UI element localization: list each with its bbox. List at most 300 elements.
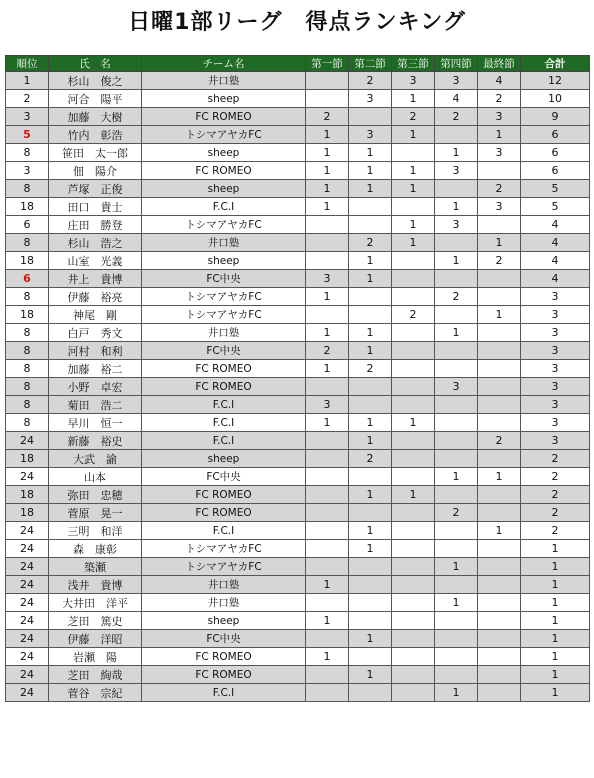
- table-row: [6, 306, 590, 324]
- round-4-cell: [435, 450, 478, 468]
- round-3-cell: [392, 378, 435, 396]
- table-row: [6, 396, 590, 414]
- name-cell: 岩瀬 陽: [49, 648, 142, 666]
- round-4-cell: 3: [435, 72, 478, 90]
- team-cell: F.C.I: [142, 414, 306, 432]
- round-4-cell: [435, 342, 478, 360]
- table-row: [6, 450, 590, 468]
- total-cell: 1: [521, 594, 590, 612]
- round-1-cell: [306, 306, 349, 324]
- team-cell: トシマアヤカFC: [142, 306, 306, 324]
- team-cell: F.C.I: [142, 396, 306, 414]
- final-round-cell: [478, 324, 521, 342]
- round-1-cell: 1: [306, 288, 349, 306]
- final-round-cell: [478, 540, 521, 558]
- round-2-cell: 1: [349, 270, 392, 288]
- round-4-cell: 1: [435, 144, 478, 162]
- table-row: [6, 234, 590, 252]
- rank-cell: 18: [6, 306, 49, 324]
- team-cell: トシマアヤカFC: [142, 216, 306, 234]
- round-2-cell: [349, 594, 392, 612]
- name-cell: 芝田 絢哉: [49, 666, 142, 684]
- round-2-cell: 1: [349, 432, 392, 450]
- name-cell: 田口 貴士: [49, 198, 142, 216]
- round-3-cell: [392, 198, 435, 216]
- round-4-cell: [435, 396, 478, 414]
- round-4-cell: 1: [435, 252, 478, 270]
- team-cell: FC中央: [142, 342, 306, 360]
- round-1-cell: 1: [306, 576, 349, 594]
- final-round-cell: [478, 576, 521, 594]
- team-cell: 井口塾: [142, 324, 306, 342]
- rank-cell: 8: [6, 144, 49, 162]
- header-round-4: 第四節: [435, 56, 478, 72]
- round-2-cell: [349, 216, 392, 234]
- round-2-cell: 1: [349, 162, 392, 180]
- round-2-cell: 3: [349, 90, 392, 108]
- round-2-cell: 1: [349, 540, 392, 558]
- final-round-cell: [478, 378, 521, 396]
- round-2-cell: [349, 378, 392, 396]
- total-cell: 3: [521, 432, 590, 450]
- round-2-cell: [349, 504, 392, 522]
- rank-cell: 24: [6, 558, 49, 576]
- round-3-cell: [392, 558, 435, 576]
- round-3-cell: 1: [392, 486, 435, 504]
- table-row: [6, 414, 590, 432]
- rank-cell: 24: [6, 594, 49, 612]
- rank-cell: 24: [6, 666, 49, 684]
- round-1-cell: [306, 522, 349, 540]
- rank-cell: 8: [6, 360, 49, 378]
- total-cell: 3: [521, 324, 590, 342]
- rank-cell: 8: [6, 342, 49, 360]
- table-row: [6, 360, 590, 378]
- name-cell: 森 康彰: [49, 540, 142, 558]
- table-row: [6, 468, 590, 486]
- final-round-cell: 2: [478, 180, 521, 198]
- round-4-cell: [435, 576, 478, 594]
- name-cell: 河村 和利: [49, 342, 142, 360]
- round-2-cell: [349, 576, 392, 594]
- round-2-cell: 1: [349, 342, 392, 360]
- name-cell: 菅谷 宗紀: [49, 684, 142, 702]
- final-round-cell: [478, 612, 521, 630]
- table-row: [6, 612, 590, 630]
- final-round-cell: [478, 270, 521, 288]
- team-cell: sheep: [142, 90, 306, 108]
- team-cell: sheep: [142, 180, 306, 198]
- round-4-cell: 4: [435, 90, 478, 108]
- rank-cell: 8: [6, 378, 49, 396]
- final-round-cell: [478, 630, 521, 648]
- final-round-cell: 1: [478, 468, 521, 486]
- total-cell: 2: [521, 522, 590, 540]
- rank-cell: 24: [6, 540, 49, 558]
- final-round-cell: [478, 396, 521, 414]
- round-3-cell: [392, 396, 435, 414]
- name-cell: 杉山 俊之: [49, 72, 142, 90]
- team-cell: トシマアヤカFC: [142, 288, 306, 306]
- name-cell: 加藤 裕二: [49, 360, 142, 378]
- round-1-cell: [306, 378, 349, 396]
- team-cell: FC ROMEO: [142, 162, 306, 180]
- final-round-cell: 2: [478, 90, 521, 108]
- round-1-cell: [306, 540, 349, 558]
- header-total: 合計: [521, 56, 590, 72]
- final-round-cell: [478, 558, 521, 576]
- table-row: [6, 72, 590, 90]
- rank-cell: 5: [6, 126, 49, 144]
- total-cell: 2: [521, 504, 590, 522]
- final-round-cell: 4: [478, 72, 521, 90]
- team-cell: FC ROMEO: [142, 486, 306, 504]
- team-cell: sheep: [142, 144, 306, 162]
- round-3-cell: 2: [392, 306, 435, 324]
- round-2-cell: 1: [349, 666, 392, 684]
- final-round-cell: 1: [478, 234, 521, 252]
- round-2-cell: [349, 288, 392, 306]
- rank-cell: 3: [6, 108, 49, 126]
- round-3-cell: 1: [392, 414, 435, 432]
- name-cell: 菅原 晃一: [49, 504, 142, 522]
- round-2-cell: [349, 558, 392, 576]
- total-cell: 3: [521, 306, 590, 324]
- rank-cell: 8: [6, 396, 49, 414]
- round-4-cell: 3: [435, 162, 478, 180]
- table-row: [6, 252, 590, 270]
- header-final-round: 最終節: [478, 56, 521, 72]
- round-1-cell: [306, 504, 349, 522]
- team-cell: トシマアヤカFC: [142, 126, 306, 144]
- round-2-cell: 2: [349, 450, 392, 468]
- round-1-cell: 3: [306, 270, 349, 288]
- total-cell: 3: [521, 414, 590, 432]
- round-1-cell: 1: [306, 360, 349, 378]
- table-row: [6, 90, 590, 108]
- rank-cell: 24: [6, 576, 49, 594]
- total-cell: 3: [521, 288, 590, 306]
- team-cell: FC ROMEO: [142, 666, 306, 684]
- round-2-cell: 1: [349, 144, 392, 162]
- round-1-cell: [306, 90, 349, 108]
- round-1-cell: 1: [306, 414, 349, 432]
- round-1-cell: [306, 594, 349, 612]
- round-4-cell: [435, 522, 478, 540]
- final-round-cell: 2: [478, 432, 521, 450]
- rank-cell: 3: [6, 162, 49, 180]
- round-1-cell: [306, 216, 349, 234]
- total-cell: 2: [521, 450, 590, 468]
- table-row: [6, 684, 590, 702]
- round-3-cell: [392, 684, 435, 702]
- final-round-cell: 1: [478, 522, 521, 540]
- round-3-cell: 2: [392, 108, 435, 126]
- round-4-cell: [435, 432, 478, 450]
- rank-cell: 24: [6, 684, 49, 702]
- final-round-cell: [478, 216, 521, 234]
- name-cell: 神尾 剛: [49, 306, 142, 324]
- round-4-cell: [435, 180, 478, 198]
- rank-cell: 18: [6, 198, 49, 216]
- round-3-cell: [392, 270, 435, 288]
- round-1-cell: 1: [306, 144, 349, 162]
- round-4-cell: [435, 306, 478, 324]
- rank-cell: 18: [6, 486, 49, 504]
- round-1-cell: [306, 486, 349, 504]
- round-4-cell: [435, 666, 478, 684]
- round-1-cell: 2: [306, 108, 349, 126]
- rank-cell: 8: [6, 288, 49, 306]
- team-cell: FC ROMEO: [142, 504, 306, 522]
- round-2-cell: 2: [349, 360, 392, 378]
- table-row: [6, 144, 590, 162]
- header-round-3: 第三節: [392, 56, 435, 72]
- round-1-cell: [306, 450, 349, 468]
- round-2-cell: [349, 468, 392, 486]
- round-3-cell: 3: [392, 72, 435, 90]
- round-3-cell: [392, 252, 435, 270]
- name-cell: 新藤 裕史: [49, 432, 142, 450]
- round-1-cell: [306, 684, 349, 702]
- round-3-cell: [392, 612, 435, 630]
- ranking-table: [5, 55, 590, 702]
- header-round-1: 第一節: [306, 56, 349, 72]
- table-header-row: [6, 56, 590, 72]
- team-cell: トシマアヤカFC: [142, 540, 306, 558]
- rank-cell: 8: [6, 234, 49, 252]
- round-4-cell: 1: [435, 324, 478, 342]
- total-cell: 2: [521, 486, 590, 504]
- round-2-cell: [349, 648, 392, 666]
- rank-cell: 6: [6, 216, 49, 234]
- rank-cell: 6: [6, 270, 49, 288]
- round-2-cell: [349, 396, 392, 414]
- round-1-cell: 1: [306, 612, 349, 630]
- final-round-cell: [478, 342, 521, 360]
- table-row: [6, 630, 590, 648]
- team-cell: sheep: [142, 450, 306, 468]
- final-round-cell: [478, 486, 521, 504]
- rank-cell: 24: [6, 648, 49, 666]
- round-3-cell: [392, 630, 435, 648]
- name-cell: 弥田 忠穂: [49, 486, 142, 504]
- total-cell: 1: [521, 648, 590, 666]
- round-2-cell: 1: [349, 486, 392, 504]
- round-3-cell: 1: [392, 90, 435, 108]
- table-row: [6, 324, 590, 342]
- name-cell: 伊藤 洋昭: [49, 630, 142, 648]
- total-cell: 3: [521, 396, 590, 414]
- total-cell: 6: [521, 162, 590, 180]
- name-cell: 伊藤 裕亮: [49, 288, 142, 306]
- name-cell: 山本: [49, 468, 142, 486]
- round-3-cell: [392, 432, 435, 450]
- name-cell: 山室 光義: [49, 252, 142, 270]
- round-1-cell: [306, 666, 349, 684]
- round-2-cell: 3: [349, 126, 392, 144]
- rank-cell: 18: [6, 252, 49, 270]
- team-cell: sheep: [142, 252, 306, 270]
- name-cell: 大武 諭: [49, 450, 142, 468]
- table-row: [6, 432, 590, 450]
- round-4-cell: [435, 648, 478, 666]
- round-3-cell: [392, 504, 435, 522]
- final-round-cell: [478, 648, 521, 666]
- final-round-cell: [478, 414, 521, 432]
- final-round-cell: [478, 360, 521, 378]
- name-cell: 芦塚 正俊: [49, 180, 142, 198]
- round-3-cell: [392, 324, 435, 342]
- total-cell: 1: [521, 684, 590, 702]
- table-row: [6, 558, 590, 576]
- total-cell: 1: [521, 612, 590, 630]
- rank-cell: 24: [6, 630, 49, 648]
- table-row: [6, 666, 590, 684]
- team-cell: FC ROMEO: [142, 378, 306, 396]
- round-1-cell: 3: [306, 396, 349, 414]
- round-4-cell: [435, 270, 478, 288]
- table-row: [6, 342, 590, 360]
- table-row: [6, 180, 590, 198]
- round-3-cell: [392, 288, 435, 306]
- round-4-cell: 3: [435, 378, 478, 396]
- name-cell: 早川 恒一: [49, 414, 142, 432]
- name-cell: 浅井 貴博: [49, 576, 142, 594]
- name-cell: 竹内 彰浩: [49, 126, 142, 144]
- final-round-cell: 3: [478, 108, 521, 126]
- name-cell: 三明 和洋: [49, 522, 142, 540]
- team-cell: 井口塾: [142, 594, 306, 612]
- team-cell: F.C.I: [142, 684, 306, 702]
- team-cell: FC中央: [142, 630, 306, 648]
- rank-cell: 8: [6, 324, 49, 342]
- round-3-cell: [392, 468, 435, 486]
- table-row: [6, 504, 590, 522]
- rank-cell: 2: [6, 90, 49, 108]
- round-1-cell: [306, 630, 349, 648]
- table-row: [6, 486, 590, 504]
- round-2-cell: 1: [349, 522, 392, 540]
- final-round-cell: [478, 684, 521, 702]
- round-1-cell: 1: [306, 180, 349, 198]
- round-3-cell: 1: [392, 216, 435, 234]
- rank-cell: 8: [6, 414, 49, 432]
- rank-cell: 18: [6, 504, 49, 522]
- round-3-cell: 1: [392, 234, 435, 252]
- final-round-cell: [478, 162, 521, 180]
- name-cell: 庄田 勝登: [49, 216, 142, 234]
- table-row: [6, 378, 590, 396]
- rank-cell: 24: [6, 468, 49, 486]
- header-rank: 順位: [6, 56, 49, 72]
- round-1-cell: [306, 72, 349, 90]
- team-cell: 井口塾: [142, 72, 306, 90]
- round-4-cell: 2: [435, 504, 478, 522]
- total-cell: 1: [521, 630, 590, 648]
- round-2-cell: 1: [349, 414, 392, 432]
- round-1-cell: [306, 468, 349, 486]
- round-1-cell: 1: [306, 162, 349, 180]
- table-row: [6, 108, 590, 126]
- total-cell: 4: [521, 270, 590, 288]
- round-1-cell: [306, 432, 349, 450]
- round-4-cell: [435, 540, 478, 558]
- name-cell: 白戸 秀文: [49, 324, 142, 342]
- round-1-cell: 1: [306, 126, 349, 144]
- team-cell: FC中央: [142, 468, 306, 486]
- total-cell: 5: [521, 180, 590, 198]
- total-cell: 4: [521, 216, 590, 234]
- table-row: [6, 576, 590, 594]
- name-cell: 笹田 太一郎: [49, 144, 142, 162]
- final-round-cell: 3: [478, 144, 521, 162]
- name-cell: 加藤 大樹: [49, 108, 142, 126]
- round-2-cell: 2: [349, 72, 392, 90]
- total-cell: 10: [521, 90, 590, 108]
- round-1-cell: 1: [306, 648, 349, 666]
- round-3-cell: [392, 522, 435, 540]
- round-1-cell: [306, 252, 349, 270]
- rank-cell: 8: [6, 180, 49, 198]
- name-cell: 大井田 洋平: [49, 594, 142, 612]
- table-row: [6, 198, 590, 216]
- round-3-cell: [392, 576, 435, 594]
- header-round-2: 第二節: [349, 56, 392, 72]
- round-3-cell: [392, 666, 435, 684]
- round-4-cell: [435, 630, 478, 648]
- round-4-cell: [435, 414, 478, 432]
- round-3-cell: [392, 360, 435, 378]
- table-row: [6, 216, 590, 234]
- round-2-cell: 1: [349, 252, 392, 270]
- round-2-cell: [349, 108, 392, 126]
- round-3-cell: 1: [392, 126, 435, 144]
- team-cell: 井口塾: [142, 576, 306, 594]
- header-team: チーム名: [142, 56, 306, 72]
- round-2-cell: 1: [349, 180, 392, 198]
- final-round-cell: [478, 288, 521, 306]
- total-cell: 2: [521, 468, 590, 486]
- team-cell: sheep: [142, 612, 306, 630]
- team-cell: F.C.I: [142, 198, 306, 216]
- team-cell: FC ROMEO: [142, 108, 306, 126]
- round-4-cell: 1: [435, 468, 478, 486]
- final-round-cell: 1: [478, 126, 521, 144]
- round-4-cell: [435, 360, 478, 378]
- round-1-cell: [306, 558, 349, 576]
- round-2-cell: 2: [349, 234, 392, 252]
- round-4-cell: 1: [435, 558, 478, 576]
- team-cell: FC ROMEO: [142, 648, 306, 666]
- rank-cell: 18: [6, 450, 49, 468]
- team-cell: F.C.I: [142, 432, 306, 450]
- total-cell: 1: [521, 540, 590, 558]
- name-cell: 井上 貴博: [49, 270, 142, 288]
- final-round-cell: [478, 666, 521, 684]
- total-cell: 1: [521, 666, 590, 684]
- name-cell: 杉山 浩之: [49, 234, 142, 252]
- name-cell: 小野 卓宏: [49, 378, 142, 396]
- rank-cell: 1: [6, 72, 49, 90]
- round-3-cell: 1: [392, 180, 435, 198]
- round-3-cell: [392, 342, 435, 360]
- round-3-cell: 1: [392, 162, 435, 180]
- table-row: [6, 594, 590, 612]
- name-cell: 佃 陽介: [49, 162, 142, 180]
- total-cell: 6: [521, 144, 590, 162]
- round-4-cell: 3: [435, 216, 478, 234]
